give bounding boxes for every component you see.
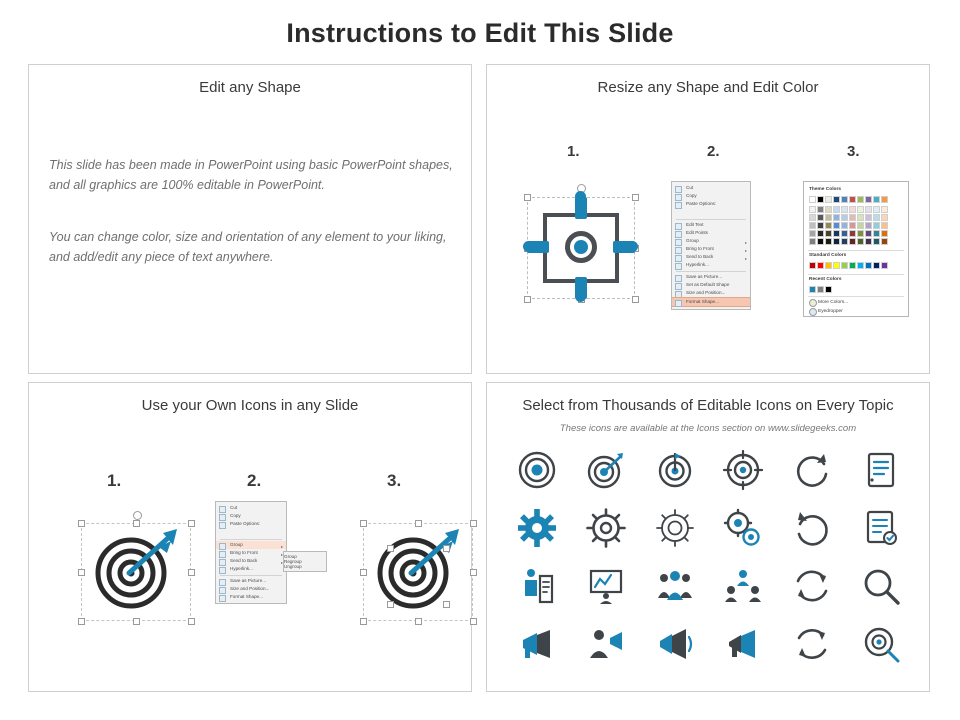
theme-colors-row-3[interactable] bbox=[809, 214, 888, 221]
icon-refresh-clockwise[interactable] bbox=[789, 447, 835, 493]
sub-shape-handle[interactable] bbox=[443, 601, 450, 608]
menu-item-label: Copy bbox=[686, 193, 697, 198]
resize-step-number-3: 3. bbox=[847, 143, 860, 160]
icon-checklist-document[interactable] bbox=[858, 505, 904, 551]
color-swatch[interactable] bbox=[833, 206, 840, 213]
resize-handle-e[interactable] bbox=[470, 569, 477, 576]
color-swatch[interactable] bbox=[809, 286, 816, 293]
recycle-arrows-icon bbox=[792, 624, 832, 664]
submenu-item-label: Regroup bbox=[284, 559, 302, 564]
color-swatch[interactable] bbox=[817, 230, 824, 237]
selection-bounding-box bbox=[81, 523, 191, 621]
menu-item-label: Send to Back bbox=[686, 254, 714, 259]
menu-divider bbox=[220, 575, 282, 576]
target-arrow-icon bbox=[655, 450, 695, 490]
icon-sync-arrows[interactable] bbox=[789, 563, 835, 609]
team-users-icon bbox=[723, 566, 763, 606]
panel-resize-any-shape bbox=[486, 64, 930, 374]
menu-item-label: Paste Options: bbox=[230, 521, 261, 526]
menu-item-format-shape[interactable] bbox=[216, 593, 286, 601]
color-swatch[interactable] bbox=[881, 214, 888, 221]
color-swatch[interactable] bbox=[881, 262, 888, 269]
color-swatch[interactable] bbox=[817, 222, 824, 229]
icon-context-menu[interactable] bbox=[215, 501, 287, 604]
sub-shape-handle[interactable] bbox=[387, 601, 394, 608]
color-swatch[interactable] bbox=[881, 230, 888, 237]
color-swatch[interactable] bbox=[825, 214, 832, 221]
color-swatch[interactable] bbox=[873, 262, 880, 269]
format-shape-icon bbox=[219, 595, 226, 602]
chevron-right-icon: ▸ bbox=[280, 552, 283, 557]
color-swatch[interactable] bbox=[833, 262, 840, 269]
chevron-right-icon: ▸ bbox=[280, 560, 283, 565]
icon-gear-outline[interactable] bbox=[583, 505, 629, 551]
color-swatch[interactable] bbox=[825, 238, 832, 245]
icon-recycle-arrows[interactable] bbox=[789, 621, 835, 667]
menu-divider bbox=[676, 219, 746, 220]
color-swatch[interactable] bbox=[857, 196, 864, 203]
resize-handle-s[interactable] bbox=[415, 618, 422, 625]
submenu-item-label: Ungroup bbox=[284, 564, 302, 569]
selection-bounding-box bbox=[363, 523, 473, 621]
menu-item-label: Hyperlink... bbox=[686, 262, 709, 267]
more-colors-item[interactable]: More Colors... bbox=[818, 300, 849, 305]
shape-ring-center bbox=[574, 240, 588, 254]
menu-item-set-default-shape[interactable] bbox=[672, 281, 750, 289]
page-title: Instructions to Edit This Slide bbox=[286, 18, 674, 48]
document-list-icon bbox=[861, 450, 901, 490]
resize-handle-sw[interactable] bbox=[360, 618, 367, 625]
target-dart-icon bbox=[586, 450, 626, 490]
menu-item-label: Paste Options: bbox=[686, 201, 717, 206]
refresh-arrow-icon bbox=[792, 508, 832, 548]
color-swatch[interactable] bbox=[833, 238, 840, 245]
shape-handles-illustration bbox=[513, 183, 649, 313]
color-picker-figure bbox=[803, 181, 909, 317]
context-menu-figure bbox=[671, 181, 751, 317]
menu-item-label: Hyperlink... bbox=[230, 566, 253, 571]
more-colors-icon bbox=[809, 299, 817, 307]
sync-arrows-icon bbox=[792, 566, 832, 606]
resize-handle-s[interactable] bbox=[133, 618, 140, 625]
color-swatch[interactable] bbox=[857, 214, 864, 221]
color-swatch[interactable] bbox=[881, 196, 888, 203]
menu-item-label: Edit Points bbox=[686, 230, 708, 235]
color-swatch[interactable] bbox=[849, 214, 856, 221]
menu-divider bbox=[676, 271, 746, 272]
theme-colors-row-6[interactable] bbox=[809, 238, 888, 245]
color-swatch[interactable] bbox=[841, 196, 848, 203]
eyedropper-icon bbox=[809, 308, 817, 316]
menu-item-label: Format Shape... bbox=[230, 594, 263, 599]
color-swatch[interactable] bbox=[833, 196, 840, 203]
resize-handle-se[interactable] bbox=[188, 618, 195, 625]
icon-context-menu-figure bbox=[215, 501, 333, 637]
resize-step-number-1: 1. bbox=[567, 143, 580, 160]
menu-item-copy[interactable] bbox=[216, 512, 286, 520]
menu-item-label: Bring to Front bbox=[686, 246, 714, 251]
menu-item-edit-points[interactable] bbox=[672, 229, 750, 237]
color-swatch[interactable] bbox=[825, 206, 832, 213]
color-swatch[interactable] bbox=[865, 196, 872, 203]
format-shape-icon bbox=[675, 300, 682, 307]
panel-title-own-icons: Use your Own Icons in any Slide bbox=[141, 397, 359, 414]
editable-icons-grid bbox=[503, 441, 915, 673]
color-swatch[interactable] bbox=[849, 262, 856, 269]
menu-item-bring-to-front[interactable] bbox=[672, 245, 750, 253]
menu-item-label: Save as Picture... bbox=[230, 578, 267, 583]
person-speaking-icon bbox=[586, 624, 626, 664]
resize-handle-ne[interactable] bbox=[632, 194, 639, 201]
panel-edit-any-shape bbox=[28, 64, 472, 374]
chevron-right-icon: ▸ bbox=[744, 248, 747, 253]
menu-item-label: Set as Default Shape bbox=[686, 282, 730, 287]
color-swatch[interactable] bbox=[817, 286, 824, 293]
panel-own-icons bbox=[28, 382, 472, 692]
resize-handle-se[interactable] bbox=[470, 618, 477, 625]
color-swatch[interactable] bbox=[849, 206, 856, 213]
color-swatch[interactable] bbox=[841, 230, 848, 237]
color-swatch[interactable] bbox=[865, 230, 872, 237]
gear-thin-icon bbox=[655, 508, 695, 548]
own-icons-step-number-3: 3. bbox=[387, 471, 402, 490]
resize-handle-nw[interactable] bbox=[78, 520, 85, 527]
submenu-item-label: Group bbox=[284, 554, 297, 559]
recent-colors-row[interactable] bbox=[809, 286, 832, 293]
color-swatch[interactable] bbox=[809, 222, 816, 229]
own-icons-step-number-1: 1. bbox=[107, 471, 122, 490]
icon-bullhorn[interactable] bbox=[720, 621, 766, 667]
standard-colors-label: Standard Colors bbox=[809, 253, 847, 258]
sub-shape-handle[interactable] bbox=[443, 545, 450, 552]
color-swatch[interactable] bbox=[873, 196, 880, 203]
menu-item-hyperlink[interactable] bbox=[672, 261, 750, 269]
color-swatch[interactable] bbox=[825, 196, 832, 203]
own-icons-step-number-2: 2. bbox=[247, 471, 262, 490]
shape-context-menu[interactable] bbox=[671, 181, 751, 310]
color-swatch[interactable] bbox=[817, 214, 824, 221]
icon-target-dart[interactable] bbox=[583, 447, 629, 493]
color-swatch[interactable] bbox=[849, 196, 856, 203]
group-people-icon bbox=[655, 566, 695, 606]
icon-person-podium[interactable] bbox=[514, 563, 560, 609]
color-swatch[interactable] bbox=[873, 230, 880, 237]
person-podium-icon bbox=[517, 566, 557, 606]
theme-colors-label: Theme Colors bbox=[809, 187, 841, 192]
menu-item-label: Group bbox=[686, 238, 699, 243]
color-swatch[interactable] bbox=[809, 206, 816, 213]
menu-item-label: Size and Position... bbox=[686, 290, 726, 295]
resize-handle-nw[interactable] bbox=[524, 194, 531, 201]
color-swatch[interactable] bbox=[849, 238, 856, 245]
icon-selected-figure-2 bbox=[359, 511, 487, 635]
menu-item-label: Edit Text bbox=[686, 222, 704, 227]
color-swatch[interactable] bbox=[849, 222, 856, 229]
color-swatch[interactable] bbox=[857, 230, 864, 237]
color-swatch[interactable] bbox=[809, 238, 816, 245]
color-swatch[interactable] bbox=[849, 230, 856, 237]
menu-item-hyperlink[interactable] bbox=[216, 565, 286, 573]
theme-colors-row-2[interactable] bbox=[809, 206, 888, 213]
target-circles-icon bbox=[517, 450, 557, 490]
menu-item-group[interactable] bbox=[672, 237, 750, 245]
color-swatch[interactable] bbox=[841, 238, 848, 245]
shape-node-bottom bbox=[575, 291, 586, 302]
hyperlink-icon bbox=[675, 263, 682, 270]
color-swatch[interactable] bbox=[873, 214, 880, 221]
icon-document-list[interactable] bbox=[858, 447, 904, 493]
bullhorn-icon bbox=[723, 624, 763, 664]
color-swatch[interactable] bbox=[865, 214, 872, 221]
resize-handle-sw[interactable] bbox=[524, 296, 531, 303]
recent-colors-label: Recent Colors bbox=[809, 277, 842, 282]
panel-title-editable-icons: Select from Thousands of Editable Icons on Every Topic bbox=[522, 397, 894, 414]
menu-item-edit-text[interactable] bbox=[672, 221, 750, 229]
color-swatch[interactable] bbox=[825, 230, 832, 237]
gear-solid-icon bbox=[517, 508, 557, 548]
menu-item-label: Cut bbox=[230, 505, 238, 510]
icon-person-speaking[interactable] bbox=[583, 621, 629, 667]
color-swatch[interactable] bbox=[857, 222, 864, 229]
target-search-icon bbox=[861, 624, 901, 664]
menu-item-cut[interactable] bbox=[672, 184, 750, 192]
color-swatch[interactable] bbox=[833, 214, 840, 221]
menu-item-label: Group bbox=[230, 542, 243, 547]
menu-item-bring-to-front[interactable] bbox=[216, 549, 286, 557]
color-swatch[interactable] bbox=[865, 262, 872, 269]
color-swatch[interactable] bbox=[841, 222, 848, 229]
icon-magnifier[interactable] bbox=[858, 563, 904, 609]
icon-presentation-person[interactable] bbox=[583, 563, 629, 609]
menu-item-label: Format Shape... bbox=[686, 299, 719, 304]
menu-item-label: Copy bbox=[230, 513, 241, 518]
color-swatch[interactable] bbox=[865, 206, 872, 213]
menu-item-paste-options[interactable] bbox=[216, 520, 286, 528]
panel-subtitle-editable-icons: These icons are available at the Icons section on www.slidegeeks.com bbox=[559, 423, 857, 434]
resize-handle-ne[interactable] bbox=[188, 520, 195, 527]
panel-title-edit-shape: Edit any Shape bbox=[199, 79, 301, 96]
resize-handle-w[interactable] bbox=[360, 569, 367, 576]
loudspeaker-icon bbox=[655, 624, 695, 664]
presentation-person-icon bbox=[586, 566, 626, 606]
menu-item-send-to-back[interactable] bbox=[216, 557, 286, 565]
menu-item-size-and-position[interactable] bbox=[672, 289, 750, 297]
theme-colors-row-1[interactable] bbox=[809, 196, 888, 203]
icon-gear-thin[interactable] bbox=[652, 505, 698, 551]
color-swatch[interactable] bbox=[873, 222, 880, 229]
megaphone-icon bbox=[517, 624, 557, 664]
menu-item-label: Cut bbox=[686, 185, 694, 190]
paste-options-icons-row bbox=[216, 528, 286, 537]
color-swatch[interactable] bbox=[881, 206, 888, 213]
menu-item-save-as-picture[interactable] bbox=[216, 577, 286, 585]
group-submenu[interactable] bbox=[280, 551, 327, 572]
color-swatch[interactable] bbox=[857, 262, 864, 269]
icon-target-circles[interactable] bbox=[514, 447, 560, 493]
picker-divider bbox=[808, 250, 904, 251]
icon-gear-solid[interactable] bbox=[514, 505, 560, 551]
gear-outline-icon bbox=[586, 508, 626, 548]
resize-handle-e[interactable] bbox=[188, 569, 195, 576]
eyedropper-item[interactable]: Eyedropper bbox=[818, 309, 843, 314]
gears-double-icon bbox=[723, 508, 763, 548]
menu-divider bbox=[220, 539, 282, 540]
color-swatch[interactable] bbox=[865, 222, 872, 229]
standard-colors-row[interactable] bbox=[809, 262, 888, 269]
magnifier-icon bbox=[861, 566, 901, 606]
menu-item-paste-options[interactable] bbox=[672, 200, 750, 208]
picker-divider bbox=[808, 296, 904, 297]
menu-item-label: Send to Back bbox=[230, 558, 258, 563]
refresh-clockwise-icon bbox=[792, 450, 832, 490]
shape-node-right bbox=[627, 241, 638, 252]
menu-item-label: Size and Position... bbox=[230, 586, 270, 591]
color-swatch[interactable] bbox=[817, 206, 824, 213]
menu-item-format-shape[interactable] bbox=[672, 297, 750, 307]
picker-divider bbox=[808, 274, 904, 275]
checklist-document-icon bbox=[861, 508, 901, 548]
color-swatch[interactable] bbox=[809, 196, 816, 203]
edit-shape-paragraph-1: This slide has been made in PowerPoint using basic PowerPoint shapes, and all graphics are 100% editable in PowerPoint. bbox=[49, 158, 453, 192]
icon-refresh-arrow[interactable] bbox=[789, 505, 835, 551]
rotate-handle-icon[interactable] bbox=[133, 511, 142, 520]
menu-item-save-as-picture[interactable] bbox=[672, 273, 750, 281]
edit-shape-paragraph-2: You can change color, size and orientation of any element to your liking, and add/edit any piece of text anywhere. bbox=[49, 230, 447, 264]
chevron-right-icon: ▸ bbox=[744, 240, 747, 245]
color-swatch[interactable] bbox=[857, 206, 864, 213]
target-crosshair-icon bbox=[723, 450, 763, 490]
color-swatch[interactable] bbox=[833, 222, 840, 229]
menu-item-group[interactable] bbox=[216, 541, 286, 549]
submenu-item-ungroup[interactable] bbox=[284, 564, 326, 569]
color-swatch[interactable] bbox=[881, 222, 888, 229]
color-swatch[interactable] bbox=[865, 238, 872, 245]
icon-target-arrow[interactable] bbox=[652, 447, 698, 493]
menu-item-copy[interactable] bbox=[672, 192, 750, 200]
color-swatch[interactable] bbox=[881, 238, 888, 245]
color-swatch[interactable] bbox=[809, 262, 816, 269]
icon-selected-figure-1 bbox=[77, 511, 205, 635]
color-swatch[interactable] bbox=[873, 206, 880, 213]
color-swatch[interactable] bbox=[817, 196, 824, 203]
icon-team-users[interactable] bbox=[720, 563, 766, 609]
icon-loudspeaker[interactable] bbox=[652, 621, 698, 667]
icon-gears-double[interactable] bbox=[720, 505, 766, 551]
chevron-right-icon: ▸ bbox=[280, 544, 283, 549]
resize-handle-sw[interactable] bbox=[78, 618, 85, 625]
resize-step-number-2: 2. bbox=[707, 143, 720, 160]
resize-handle-se[interactable] bbox=[632, 296, 639, 303]
menu-item-label: Save as Picture... bbox=[686, 274, 723, 279]
menu-item-size-and-position[interactable] bbox=[216, 585, 286, 593]
chevron-right-icon: ▸ bbox=[744, 256, 747, 261]
menu-item-send-to-back[interactable] bbox=[672, 253, 750, 261]
color-swatch[interactable] bbox=[841, 262, 848, 269]
color-swatch[interactable] bbox=[857, 238, 864, 245]
color-swatch[interactable] bbox=[825, 222, 832, 229]
icon-target-search[interactable] bbox=[858, 621, 904, 667]
color-swatch[interactable] bbox=[873, 238, 880, 245]
theme-colors-row-5[interactable] bbox=[809, 230, 888, 237]
resize-handle-nw[interactable] bbox=[360, 520, 367, 527]
sub-shape-handle[interactable] bbox=[387, 545, 394, 552]
menu-item-label: Bring to Front bbox=[230, 550, 258, 555]
color-picker-dropdown[interactable] bbox=[803, 181, 909, 317]
color-swatch[interactable] bbox=[817, 238, 824, 245]
color-swatch[interactable] bbox=[809, 214, 816, 221]
panel-editable-icons bbox=[486, 382, 930, 692]
icon-group-people[interactable] bbox=[652, 563, 698, 609]
icon-target-crosshair[interactable] bbox=[720, 447, 766, 493]
paste-options-icons-row bbox=[672, 208, 750, 217]
resize-handle-w[interactable] bbox=[78, 569, 85, 576]
resize-handle-ne[interactable] bbox=[470, 520, 477, 527]
color-swatch[interactable] bbox=[817, 262, 824, 269]
color-swatch[interactable] bbox=[825, 286, 832, 293]
panel-title-resize-shape: Resize any Shape and Edit Color bbox=[597, 79, 819, 96]
color-swatch[interactable] bbox=[809, 230, 816, 237]
theme-colors-row-4[interactable] bbox=[809, 222, 888, 229]
shape-node-left bbox=[523, 241, 534, 252]
icon-megaphone[interactable] bbox=[514, 621, 560, 667]
menu-item-cut[interactable] bbox=[216, 504, 286, 512]
color-swatch[interactable] bbox=[841, 206, 848, 213]
shape-node-top bbox=[575, 191, 586, 202]
resize-handle-n[interactable] bbox=[133, 520, 140, 527]
color-swatch[interactable] bbox=[825, 262, 832, 269]
resize-handle-n[interactable] bbox=[415, 520, 422, 527]
color-swatch[interactable] bbox=[841, 214, 848, 221]
hyperlink-icon bbox=[219, 567, 226, 574]
color-swatch[interactable] bbox=[833, 230, 840, 237]
